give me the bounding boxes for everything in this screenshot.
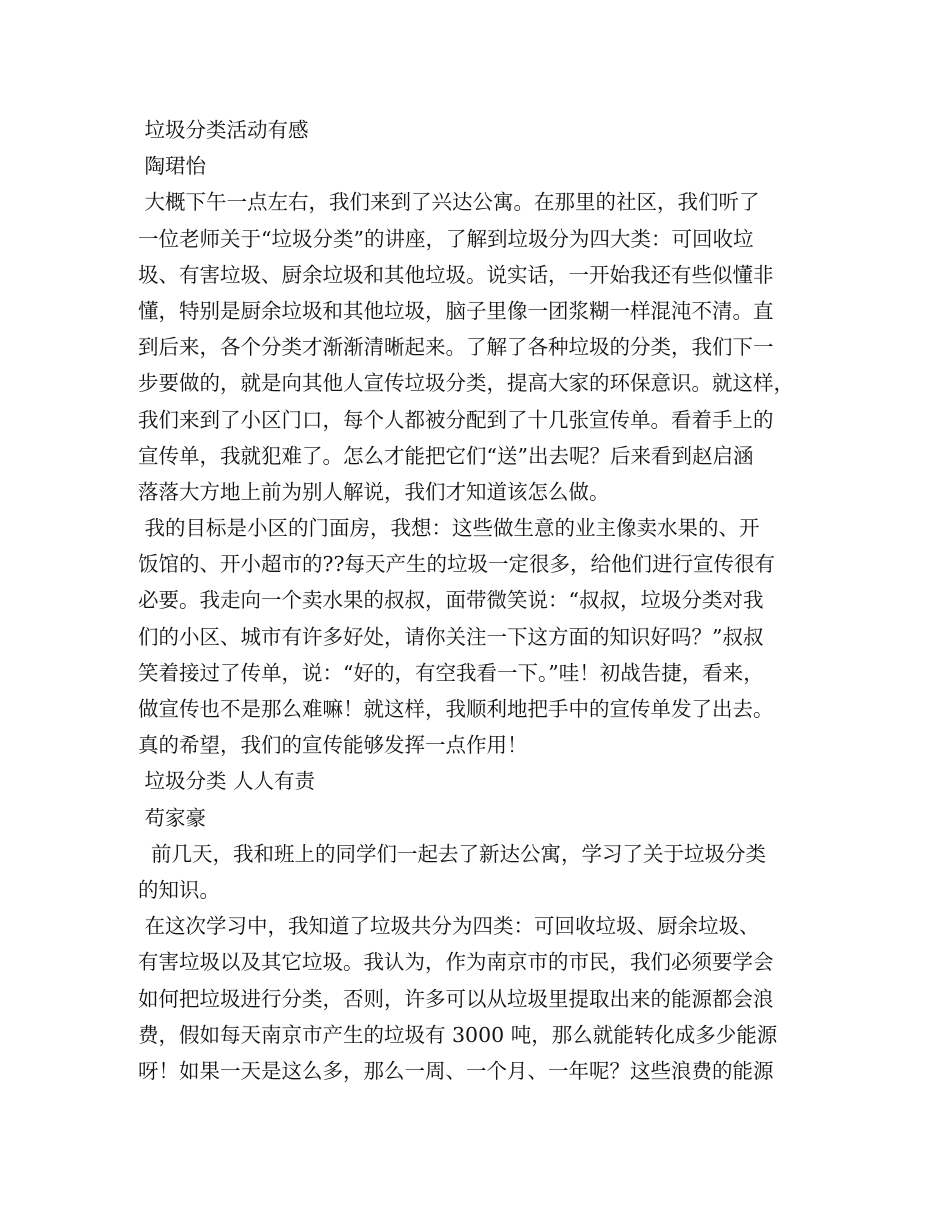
text-line: 呀！如果一天是这么多，那么一周、一个月、一年呢？这些浪费的能源 xyxy=(138,1058,774,1083)
essay-author-1: 陶珺怡 xyxy=(138,154,207,179)
text-line: 饭馆的、开小超市的??每天产生的垃圾一定很多，给他们进行宣传很有 xyxy=(138,552,775,577)
text-line: 我的目标是小区的门面房，我想：这些做生意的业主像卖水果的、开 xyxy=(138,516,760,541)
text-line: 如何把垃圾进行分类，否则，许多可以从垃圾里提取出来的能源都会浪 xyxy=(138,986,774,1011)
text-line: 懂，特别是厨余垃圾和其他垃圾，脑子里像一团浆糊一样混沌不清。直 xyxy=(138,298,774,323)
text-line: 们的小区、城市有许多好处，请你关注一下这方面的知识好吗？”叔叔 xyxy=(138,624,764,649)
text-line: 落落大方地上前为别人解说，我们才知道该怎么做。 xyxy=(138,479,610,504)
text-line: 的知识。 xyxy=(138,877,220,902)
text-line: 费，假如每天南京市产生的垃圾有 3000 吨，那么就能转化成多少能源 xyxy=(138,1022,778,1047)
essay-title-2: 垃圾分类 人人有责 xyxy=(138,769,316,794)
text-line: 大概下午一点左右，我们来到了兴达公寓。在那里的社区，我们听了 xyxy=(138,190,760,215)
text-line: 前几天，我和班上的同学们一起去了新达公寓，学习了关于垃圾分类 xyxy=(138,841,767,866)
text-line: 做宣传也不是那么难嘛！就这样，我顺利地把手中的宣传单发了出去。 xyxy=(138,697,774,721)
text-line: 笑着接过了传单，说：“好的，有空我看一下。”哇！初战告捷，看来， xyxy=(138,660,764,685)
text-line: 圾、有害垃圾、厨余垃圾和其他垃圾。说实话，一开始我还有些似懂非 xyxy=(138,262,774,287)
document-body xyxy=(138,112,818,1089)
essay-title-1: 垃圾分类活动有感 xyxy=(138,118,309,142)
text-line: 在这次学习中，我知道了垃圾共分为四类：可回收垃圾、厨余垃圾、 xyxy=(138,914,760,939)
essay-author-2: 苟家豪 xyxy=(138,805,207,830)
text-line: 一位老师关于“垃圾分类”的讲座，了解到垃圾分为四大类：可回收垃 xyxy=(138,226,754,251)
text-line: 步要做的，就是向其他人宣传垃圾分类，提高大家的环保意识。就这样， xyxy=(138,371,794,396)
text-line: 到后来，各个分类才渐渐清晰起来。了解了各种垃圾的分类，我们下一 xyxy=(138,335,774,360)
text-line: 宣传单，我就犯难了。怎么才能把它们“送”出去呢？后来看到赵启涵 xyxy=(138,443,754,468)
text-line: 真的希望，我们的宣传能够发挥一点作用！ xyxy=(138,733,528,758)
text-line: 我们来到了小区门口，每个人都被分配到了十几张宣传单。看着手上的 xyxy=(138,407,774,432)
text-line: 有害垃圾以及其它垃圾。我认为，作为南京市的市民，我们必须要学会 xyxy=(138,950,774,975)
text-line: 必要。我走向一个卖水果的叔叔，面带微笑说：“叔叔，垃圾分类对我 xyxy=(138,588,764,613)
